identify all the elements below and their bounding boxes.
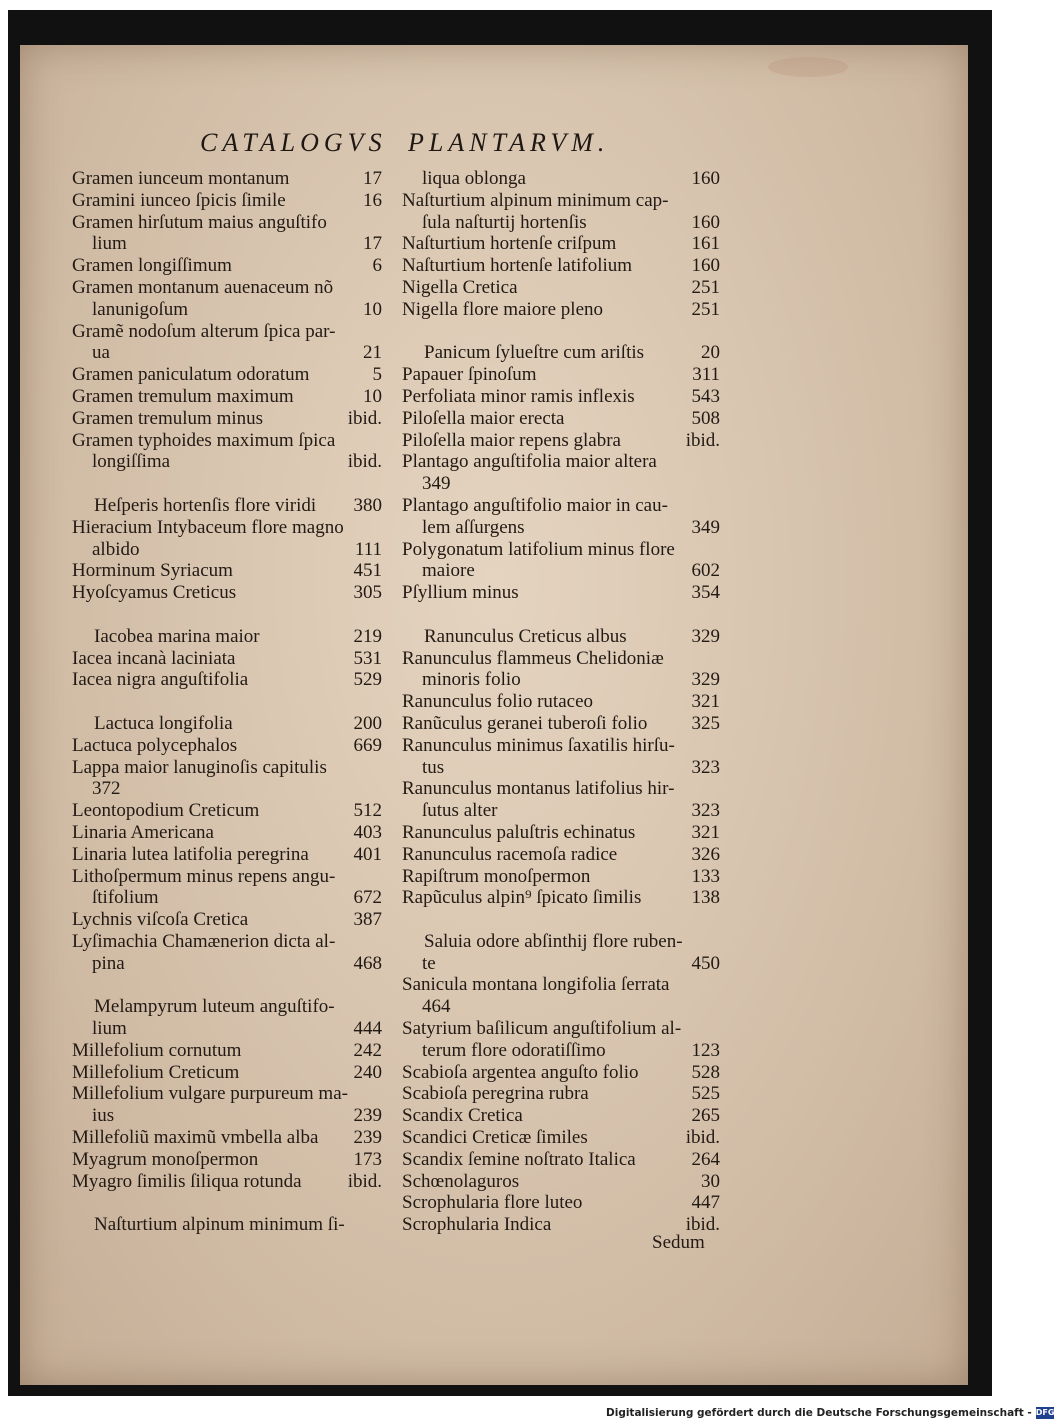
index-entry [72,1171,382,1193]
entry-name: Ranũculus geranei tuberoſi folio [402,712,648,734]
entry-page: 669 [353,734,382,756]
index-entry [402,669,720,691]
index-entry [72,953,382,975]
index-entry [402,931,720,953]
section-gap [72,1192,382,1214]
index-entry [402,996,720,1018]
entry-name: Rapũculus alpin⁹ ſpicato ſimilis [402,887,642,909]
entry-name: Piloſella maior repens glabra [402,429,621,451]
entry-page: 265 [691,1105,720,1127]
index-entry [402,648,720,670]
entry-page: 354 [691,582,720,604]
index-entry [402,626,720,648]
index-entry [402,953,720,975]
entry-name: Lithoſpermum minus repens angu- [72,865,336,887]
entry-name: ua [92,342,110,364]
entry-page: 321 [691,821,720,843]
entry-name: 349 [422,473,451,495]
index-entry [402,974,720,996]
index-entry [402,342,720,364]
paper-stain [768,57,848,77]
index-entry [402,539,720,561]
footer-text: Digitalisierung gefördert durch die Deutsche Forschungsgemeinschaft - [606,1407,1032,1419]
entry-page: 531 [353,647,382,669]
entry-page: 450 [691,952,720,974]
index-entry [402,451,720,473]
index-column-right [402,168,720,1236]
index-entry [402,757,720,779]
section-gap [402,604,720,626]
entry-name: Horminum Syriacum [72,560,233,582]
entry-name: minoris folio [422,669,521,691]
index-entry [402,866,720,888]
index-entry [402,1127,720,1149]
index-entry [72,233,382,255]
entry-name: terum flore odoratiſſimo [422,1039,606,1061]
entry-page: 160 [691,168,720,189]
entry-name: Gramini iunceo ſpicis ſimile [72,189,286,211]
entry-name: Plantago anguſtifolio maior in cau- [402,494,668,516]
entry-name: Lychnis viſcoſa Cretica [72,909,249,931]
index-entry [72,299,382,321]
entry-page: 264 [691,1148,720,1170]
entry-name: Hieracium Intybaceum flore magno [72,516,344,538]
entry-name: Sanicula montana longifolia ſerrata [402,974,670,996]
entry-page: 321 [691,691,720,713]
entry-name: Linaria lutea latifolia peregrina [72,843,309,865]
entry-name: Scrophularia Indica [402,1214,552,1236]
entry-name: Iacea incanà laciniata [72,647,236,669]
entry-name: Saluia odore abſinthij flore ruben- [424,930,683,952]
entry-page: 6 [372,255,382,277]
entry-page: 240 [353,1061,382,1083]
index-entry [72,822,382,844]
index-entry [72,539,382,561]
entry-page: 160 [691,211,720,233]
index-entry [72,255,382,277]
entry-name: Naſturtium hortenſe latifolium [402,255,633,277]
entry-name: lanunigoſum [92,298,189,320]
entry-page: 133 [691,865,720,887]
entry-name: Lappa maior lanuginoſis capitulis [72,756,327,778]
index-entry [402,887,720,909]
entry-page: 123 [691,1039,720,1061]
entry-name: Plantago anguſtifolia maior altera [402,451,657,473]
dfg-logo: DFG [1035,1408,1054,1417]
entry-name: Rapiſtrum monoſpermon [402,865,591,887]
index-entry [402,1171,720,1193]
entry-page: 543 [691,385,720,407]
entry-page: 161 [691,233,720,255]
entry-page: 111 [354,538,382,560]
entry-name: Scrophularia flore luteo [402,1192,583,1214]
entry-page: 30 [701,1170,720,1192]
entry-name: Lactuca polycephalos [72,734,238,756]
entry-page: 468 [353,952,382,974]
index-entry [72,931,382,953]
entry-name: Gramen tremulum maximum [72,385,294,407]
entry-name: Gramen tremulum minus [72,407,264,429]
index-entry [402,1018,720,1040]
entry-name: Iacobea marina maior [94,625,260,647]
entry-page: 138 [691,887,720,909]
entry-page: ibid. [347,451,382,473]
index-entry [402,190,720,212]
index-entry [72,1018,382,1040]
index-entry [402,408,720,430]
index-entry [402,1083,720,1105]
entry-name: Papauer ſpinoſum [402,364,537,386]
entry-name: Gramen longiſſimum [72,255,232,277]
section-gap [72,473,382,495]
entry-page: 311 [692,364,720,386]
entry-name: Linaria Americana [72,821,214,843]
index-entry [402,386,720,408]
entry-page: ibid. [685,1214,720,1236]
entry-page: 251 [691,276,720,298]
index-entry [72,735,382,757]
entry-name: Scandix Cretica [402,1105,523,1127]
entry-name: Gramen montanum auenaceum nõ [72,276,334,298]
entry-name: Naſturtium alpinum minimum ſi- [94,1214,345,1236]
index-entry [72,277,382,299]
entry-page: 305 [353,582,382,604]
entry-name: 464 [422,996,451,1018]
header-right: PLANTARVM. [408,128,610,157]
index-entry [72,190,382,212]
entry-page: 528 [691,1061,720,1083]
entry-name: Nigella Cretica [402,276,518,298]
entry-page: 349 [691,516,720,538]
index-entry [72,626,382,648]
entry-page: 403 [353,821,382,843]
index-entry [402,844,720,866]
index-entry [402,691,720,713]
entry-name: Gramen hirſutum maius anguſtifo [72,211,327,233]
entry-name: pina [92,952,125,974]
entry-name: Gramen typhoides maximum ſpica [72,429,336,451]
entry-name: Millefolium cornutum [72,1039,242,1061]
entry-name: Myagrum monoſpermon [72,1148,259,1170]
index-entry [72,713,382,735]
entry-name: te [422,952,436,974]
entry-name: Nigella flore maiore pleno [402,298,604,320]
entry-page: 329 [691,669,720,691]
entry-page: 5 [372,364,382,386]
entry-name: Scandix ſemine noſtrato Italica [402,1148,636,1170]
entry-name: longiſſima [92,451,171,473]
index-entry [72,669,382,691]
index-entry [402,1040,720,1062]
entry-page: ibid. [347,1170,382,1192]
entry-page: 10 [363,385,382,407]
index-entry [402,473,720,495]
section-gap [72,974,382,996]
index-column-left [72,168,382,1236]
entry-name: Ranunculus paluſtris echinatus [402,821,636,843]
index-entry [72,517,382,539]
index-entry [72,648,382,670]
entry-page: 380 [353,494,382,516]
entry-name: tus [422,756,445,778]
entry-name: Heſperis hortenſis flore viridi [94,494,317,516]
header-left: CATALOGVS [200,128,387,157]
index-entry [72,866,382,888]
index-entry [72,364,382,386]
index-entry [402,822,720,844]
entry-name: 372 [92,778,121,800]
index-entry [402,212,720,234]
entry-name: Naſturtium hortenſe criſpum [402,233,617,255]
section-gap [72,691,382,713]
entry-page: 239 [353,1105,382,1127]
index-entry [72,1149,382,1171]
entry-name: maiore [422,560,475,582]
entry-page: 173 [353,1148,382,1170]
section-gap [72,604,382,626]
entry-name: ſutus alter [422,800,498,822]
entry-page: 251 [691,298,720,320]
entry-page: 602 [691,560,720,582]
index-entry [402,1149,720,1171]
entry-name: Gramẽ nodoſum alterum ſpica par- [72,320,336,342]
entry-page: 444 [353,1018,382,1040]
index-entry [72,212,382,234]
entry-name: Myagro ſimilis ſiliqua rotunda [72,1170,302,1192]
index-entry [72,909,382,931]
index-entry [72,1040,382,1062]
entry-page: ibid. [347,407,382,429]
entry-name: ſula naſturtij hortenſis [422,211,587,233]
index-entry [72,342,382,364]
entry-page: 401 [353,843,382,865]
index-entry [72,996,382,1018]
entry-page: 326 [691,843,720,865]
entry-name: Ranunculus montanus latifolius hir- [402,778,675,800]
entry-name: lem aſſurgens [422,516,525,538]
index-entry [72,386,382,408]
index-entry [72,1214,382,1236]
entry-page: 323 [691,800,720,822]
entry-page: 219 [353,625,382,647]
entry-name: lium [92,233,127,255]
index-entry [72,168,382,190]
entry-page: ibid. [685,1127,720,1149]
index-entry [402,560,720,582]
entry-page: 329 [691,625,720,647]
entry-name: Ranunculus flammeus Chelidoniæ [402,647,664,669]
index-entry [72,844,382,866]
entry-page: 512 [353,800,382,822]
entry-name: Lactuca longifolia [94,712,233,734]
entry-page: 387 [353,909,382,931]
entry-page: 17 [363,233,382,255]
entry-page: 325 [691,712,720,734]
entry-name: Millefolium Creticum [72,1061,240,1083]
entry-page: 10 [363,298,382,320]
index-entry [402,1062,720,1084]
index-entry [402,582,720,604]
index-entry [72,560,382,582]
entry-name: Piloſella maior erecta [402,407,565,429]
index-entry [402,800,720,822]
index-entry [402,168,720,190]
index-entry [402,1192,720,1214]
entry-name: Scabioſa argentea anguſto folio [402,1061,639,1083]
index-entry [402,713,720,735]
index-entry [402,517,720,539]
entry-name: Hyoſcyamus Creticus [72,582,237,604]
entry-page: 16 [363,189,382,211]
index-entry [72,1127,382,1149]
entry-name: Scabioſa peregrina rubra [402,1083,589,1105]
entry-name: Scandici Creticæ ſimiles [402,1127,588,1149]
entry-name: Lyſimachia Chamænerion dicta al- [72,930,336,952]
entry-page: 529 [353,669,382,691]
entry-name: Gramen iunceum montanum [72,168,290,189]
entry-name: ius [92,1105,115,1127]
entry-name: Pſyllium minus [402,582,519,604]
section-gap [402,909,720,931]
entry-page: 239 [353,1127,382,1149]
index-entry [72,800,382,822]
index-entry [402,233,720,255]
index-entry [402,430,720,452]
entry-name: Melampyrum luteum anguſtifo- [94,996,335,1018]
entry-name: Ranunculus minimus ſaxatilis hirſu- [402,734,675,756]
entry-page: 323 [691,756,720,778]
entry-page: 447 [691,1192,720,1214]
index-entry [402,299,720,321]
entry-name: Naſturtium alpinum minimum cap- [402,189,669,211]
catchword: Sedum [652,1232,705,1253]
entry-name: liqua oblonga [422,168,526,189]
entry-name: Satyrium baſilicum anguſtifolium al- [402,1018,682,1040]
entry-name: Polygonatum latifolium minus flore [402,538,675,560]
index-entry [72,451,382,473]
index-entry [402,735,720,757]
index-entry [72,408,382,430]
entry-name: Millefolium vulgare purpureum ma- [72,1083,348,1105]
index-entry [72,495,382,517]
entry-name: ſtifolium [92,887,159,909]
entry-name: lium [92,1018,127,1040]
index-entry [72,1105,382,1127]
entry-name: Schœnolaguros [402,1170,520,1192]
entry-name: Millefoliũ maximũ vmbella alba [72,1127,319,1149]
index-entry [72,430,382,452]
entry-page: 200 [353,712,382,734]
entry-page: 17 [363,168,382,189]
footer-credit [606,1405,1054,1421]
index-entry [72,778,382,800]
index-entry [72,582,382,604]
entry-name: Leontopodium Creticum [72,800,260,822]
index-entry [72,321,382,343]
index-entry [72,887,382,909]
section-gap [402,321,720,343]
entry-page: 160 [691,255,720,277]
entry-page: 672 [353,887,382,909]
entry-name: Ranunculus racemoſa radice [402,843,618,865]
index-entry [72,1062,382,1084]
index-entry [402,495,720,517]
index-entry [72,757,382,779]
index-entry [402,277,720,299]
entry-name: Ranunculus folio rutaceo [402,691,594,713]
entry-name: Ranunculus Creticus albus [424,625,627,647]
entry-page: 242 [353,1039,382,1061]
entry-name: Gramen paniculatum odoratum [72,364,310,386]
index-entry [402,255,720,277]
entry-page: 21 [363,342,382,364]
entry-name: Perfoliata minor ramis inflexis [402,385,635,407]
entry-page: 451 [353,560,382,582]
entry-page: 508 [691,407,720,429]
entry-name: albido [92,538,140,560]
index-entry [72,1083,382,1105]
entry-page: 525 [691,1083,720,1105]
index-entry [402,1105,720,1127]
index-entry [402,778,720,800]
entry-name: Panicum ſylueſtre cum ariſtis [424,342,645,364]
index-entry [402,364,720,386]
entry-page: 20 [701,342,720,364]
entry-page: ibid. [685,429,720,451]
entry-name: Iacea nigra anguſtifolia [72,669,249,691]
